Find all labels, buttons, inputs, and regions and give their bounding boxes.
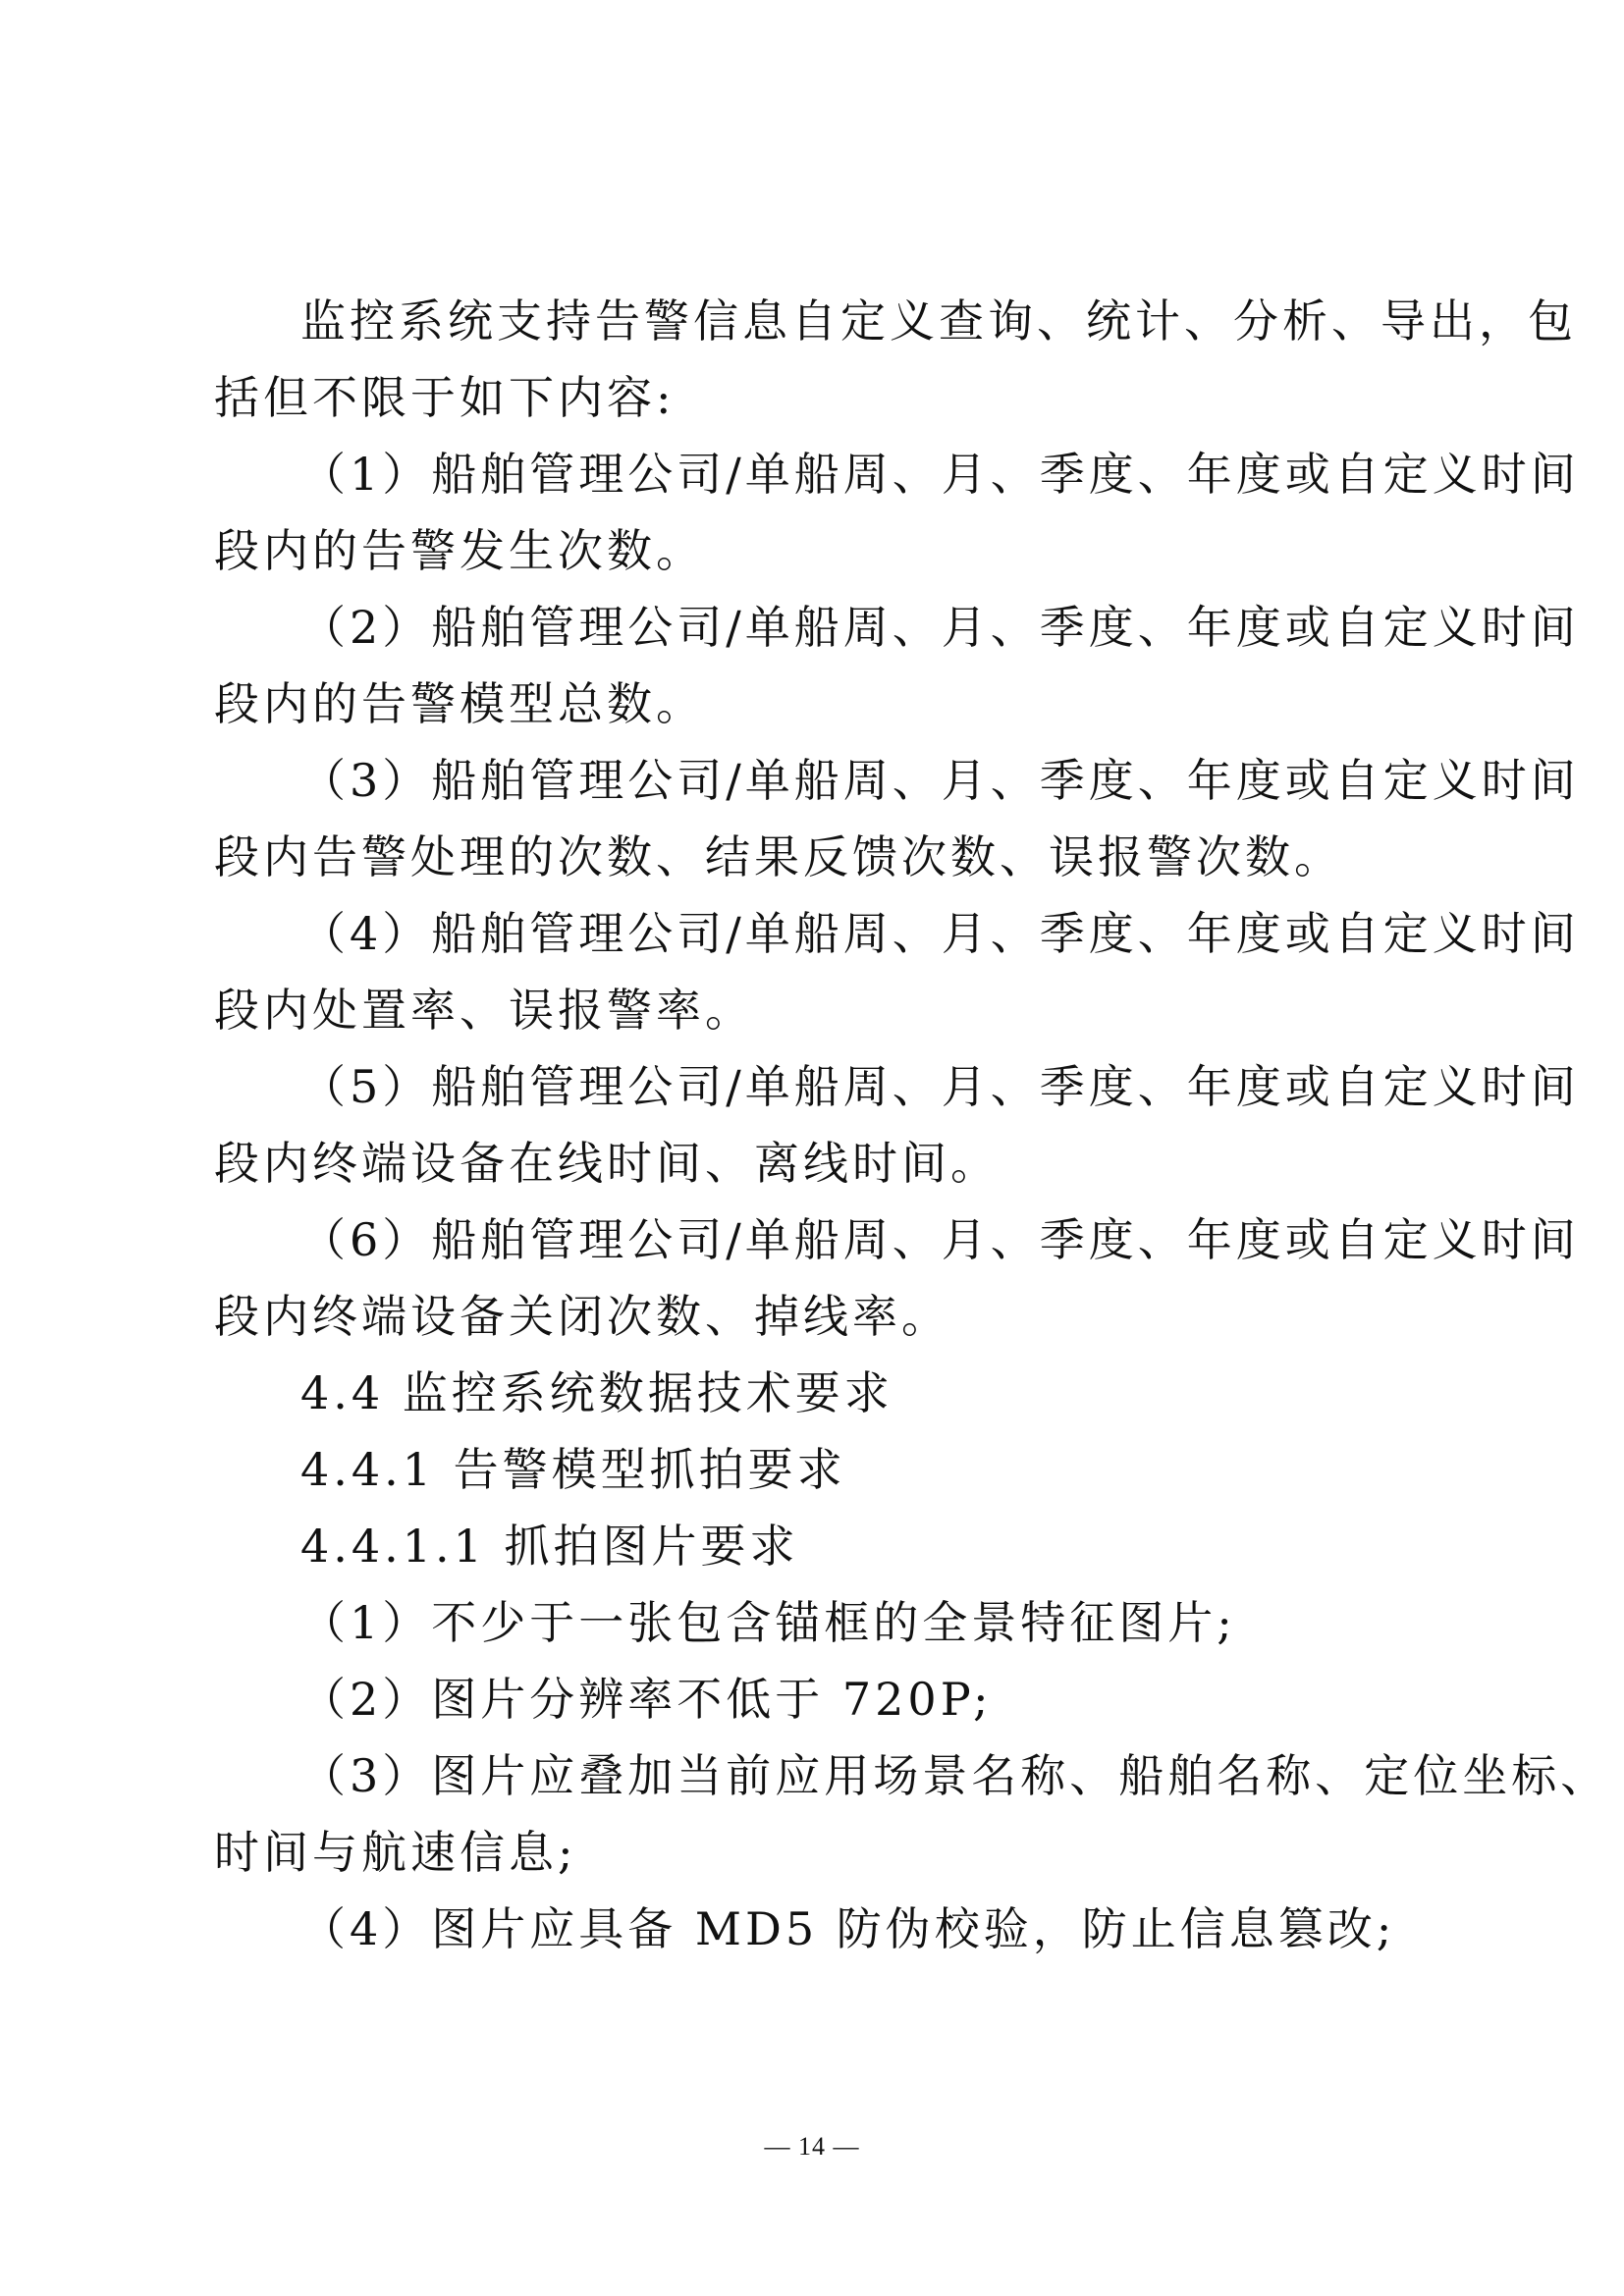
subsection-heading: 4.4.1 告警模型抓拍要求 bbox=[300, 1443, 846, 1496]
list-item-line: （2）船舶管理公司/单船周、月、季度、年度或自定义时间 bbox=[300, 601, 1580, 654]
list-item-line: （5）船舶管理公司/单船周、月、季度、年度或自定义时间 bbox=[300, 1060, 1580, 1113]
list-item-line: 段内告警处理的次数、结果反馈次数、误报警次数。 bbox=[214, 830, 1343, 883]
list-item-line: 段内的告警发生次数。 bbox=[214, 524, 705, 577]
page-number: — 14 — bbox=[764, 2132, 860, 2161]
document-body bbox=[214, 283, 1610, 1967]
list-item-line: 段内终端设备在线时间、离线时间。 bbox=[214, 1137, 1000, 1190]
paragraph-line: 括但不限于如下内容: bbox=[214, 371, 676, 424]
list-item-line: （3）船舶管理公司/单船周、月、季度、年度或自定义时间 bbox=[300, 754, 1580, 807]
list-item-line: 段内的告警模型总数。 bbox=[214, 677, 705, 730]
list-item-line: （6）船舶管理公司/单船周、月、季度、年度或自定义时间 bbox=[300, 1213, 1580, 1266]
subsubsection-heading: 4.4.1.1 抓拍图片要求 bbox=[300, 1520, 799, 1573]
list-item-line: （4）船舶管理公司/单船周、月、季度、年度或自定义时间 bbox=[300, 907, 1580, 960]
list-item-line: （3）图片应叠加当前应用场景名称、船舶名称、定位坐标、 bbox=[300, 1749, 1610, 1802]
list-item-line: 段内终端设备关闭次数、掉线率。 bbox=[214, 1290, 950, 1343]
list-item-line: （2）图片分辨率不低于 720P; bbox=[300, 1673, 993, 1726]
list-item-line: （4）图片应具备 MD5 防伪校验，防止信息篡改; bbox=[300, 1902, 1396, 1955]
list-item-line: 时间与航速信息; bbox=[214, 1826, 577, 1879]
paragraph-line: 监控系统支持告警信息自定义查询、统计、分析、导出，包 bbox=[300, 294, 1577, 347]
list-item-line: 段内处置率、误报警率。 bbox=[214, 984, 754, 1037]
list-item-line: （1）不少于一张包含锚框的全景特征图片; bbox=[300, 1596, 1236, 1649]
section-heading: 4.4 监控系统数据技术要求 bbox=[300, 1366, 893, 1419]
list-item-line: （1）船舶管理公司/单船周、月、季度、年度或自定义时间 bbox=[300, 448, 1580, 501]
